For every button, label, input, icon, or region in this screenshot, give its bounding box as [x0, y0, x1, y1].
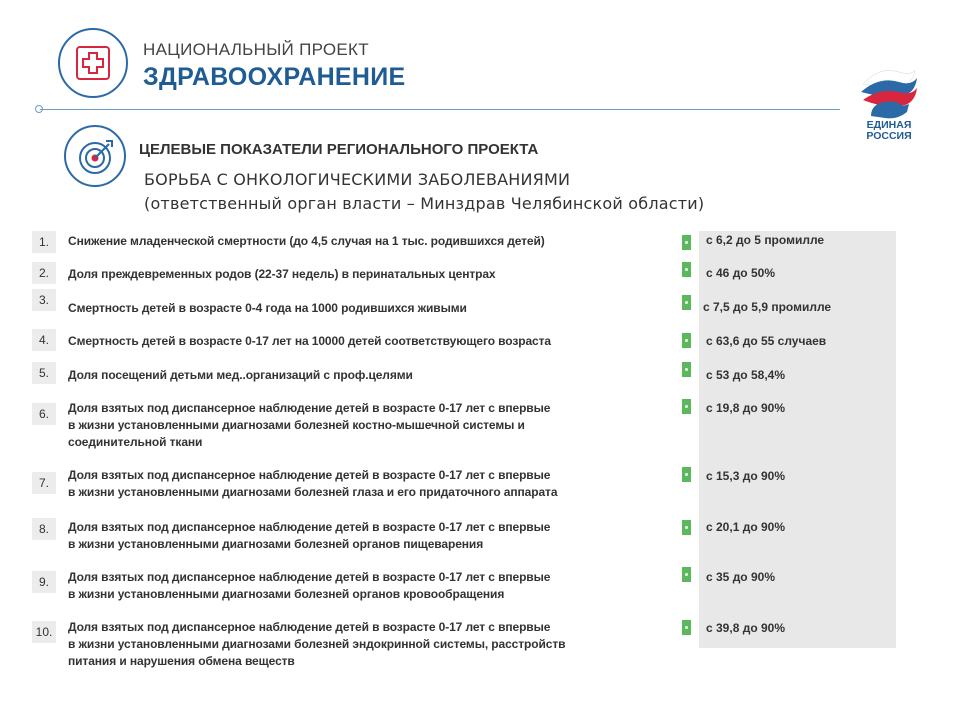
row-number: 1.: [32, 231, 56, 253]
target-value: с 53 до 58,4%: [706, 368, 785, 382]
status-marker-icon: [682, 362, 691, 377]
indicator-text: [68, 467, 628, 501]
indicator-text-line: питания и нарушения обмена веществ: [68, 654, 295, 668]
indicator-text: [68, 519, 628, 553]
logo-text: [858, 120, 920, 142]
medical-cross-icon: [58, 28, 128, 98]
values-column-background: [699, 231, 896, 648]
indicator-text-line: Доля взятых под диспансерное наблюдение детей в возрасте 0-17 лет с впервые: [68, 468, 551, 482]
indicator-text: Доля преждевременных родов (22-37 недель) в перинатальных центрах: [68, 267, 496, 281]
target-value: с 15,3 до 90%: [706, 469, 785, 483]
indicator-text-line: в жизни установленными диагнозами болезней костно-мышечной системы и: [68, 418, 525, 432]
row-number: 2.: [32, 262, 56, 284]
indicator-text-line: Доля взятых под диспансерное наблюдение детей в возрасте 0-17 лет с впервые: [68, 620, 551, 634]
target-value: с 39,8 до 90%: [706, 621, 785, 635]
status-marker-icon: [682, 333, 691, 348]
row-number: 9.: [32, 571, 56, 593]
logo-line2: РОССИЯ: [866, 130, 912, 142]
target-value: с 46 до 50%: [706, 266, 775, 280]
section-subtitle-line2: (ответственный орган власти – Минздрав Челябинской области): [144, 194, 705, 213]
target-icon: [64, 125, 126, 187]
indicator-text: [68, 619, 628, 670]
target-value: с 63,6 до 55 случаев: [706, 334, 827, 348]
indicator-text-line: Доля взятых под диспансерное наблюдение детей в возрасте 0-17 лет с впервые: [68, 570, 551, 584]
section-title: ЦЕЛЕВЫЕ ПОКАЗАТЕЛИ РЕГИОНАЛЬНОГО ПРОЕКТА: [139, 141, 539, 158]
row-number: 7.: [32, 472, 56, 494]
header-divider: [40, 109, 840, 110]
target-value: с 35 до 90%: [706, 570, 775, 584]
indicator-text-line: в жизни установленными диагнозами болезней глаза и его придаточного аппарата: [68, 485, 558, 499]
target-value: с 19,8 до 90%: [706, 401, 785, 415]
row-number: 10.: [32, 621, 56, 643]
logo-line1: ЕДИНАЯ: [866, 119, 912, 131]
indicator-text: Доля посещений детьми мед..организаций с проф.целями: [68, 368, 413, 382]
status-marker-icon: [682, 262, 691, 277]
row-number: 8.: [32, 518, 56, 540]
target-value: с 7,5 до 5,9 промилле: [703, 300, 832, 314]
indicator-text-line: в жизни установленными диагнозами болезней органов кровообращения: [68, 587, 505, 601]
indicator-text: Смертность детей в возрасте 0-4 года на 1000 родившихся живыми: [68, 301, 467, 315]
status-marker-icon: [682, 295, 691, 310]
status-marker-icon: [682, 235, 691, 250]
row-number: 5.: [32, 362, 56, 384]
status-marker-icon: [682, 399, 691, 414]
indicator-text-line: в жизни установленными диагнозами болезней органов пищеварения: [68, 537, 484, 551]
indicator-text-line: соединительной ткани: [68, 435, 203, 449]
status-marker-icon: [682, 620, 691, 635]
status-marker-icon: [682, 567, 691, 582]
status-marker-icon: [682, 520, 691, 535]
row-number: 6.: [32, 403, 56, 425]
status-marker-icon: [682, 467, 691, 482]
section-subtitle-line1: БОРЬБА С ОНКОЛОГИЧЕСКИМИ ЗАБОЛЕВАНИЯМИ: [144, 170, 571, 189]
row-number: 3.: [32, 289, 56, 311]
page-title: ЗДРАВООХРАНЕНИЕ: [143, 63, 406, 91]
header-supertitle: НАЦИОНАЛЬНЫЙ ПРОЕКТ: [143, 40, 369, 59]
indicator-text-line: Доля взятых под диспансерное наблюдение детей в возрасте 0-17 лет с впервые: [68, 401, 551, 415]
indicator-text: [68, 400, 628, 451]
indicator-text-line: Доля взятых под диспансерное наблюдение детей в возрасте 0-17 лет с впервые: [68, 520, 551, 534]
row-number: 4.: [32, 329, 56, 351]
indicator-text: [68, 569, 628, 603]
target-value: с 20,1 до 90%: [706, 520, 785, 534]
indicator-text: Смертность детей в возрасте 0-17 лет на 10000 детей соответствующего возраста: [68, 334, 551, 348]
indicator-text: Снижение младенческой смертности (до 4,5 случая на 1 тыс. родившихся детей): [68, 234, 545, 248]
target-value: с 6,2 до 5 промилле: [706, 233, 825, 247]
indicator-text-line: в жизни установленными диагнозами болезней эндокринной системы, расстройств: [68, 637, 566, 651]
